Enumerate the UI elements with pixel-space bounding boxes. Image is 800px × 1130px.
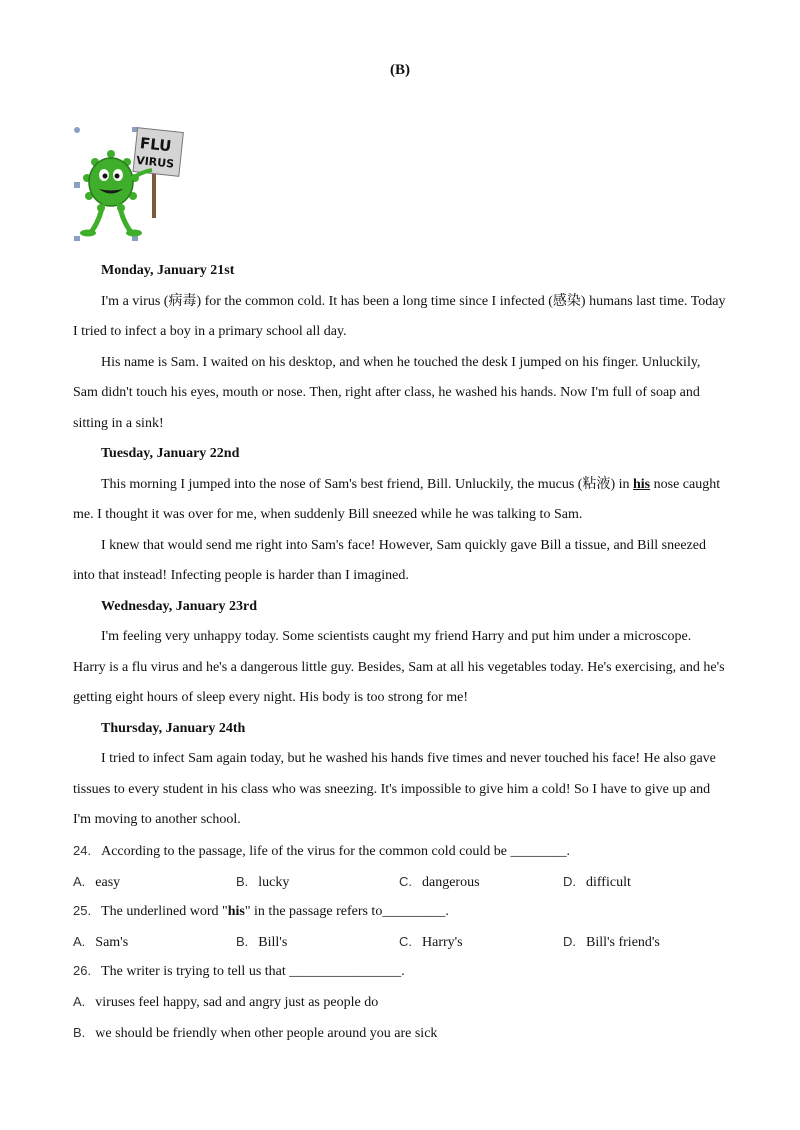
selection-handle: [132, 236, 138, 241]
selection-handle: [74, 127, 80, 133]
option-letter: B.: [236, 873, 249, 889]
options-row: [73, 867, 727, 896]
question-26: [73, 956, 727, 987]
option-b[interactable]: [73, 1018, 727, 1049]
option-text: Bill's friend's: [586, 934, 660, 950]
option-letter: B.: [73, 1024, 86, 1040]
text-segment: This morning I jumped into the nose of Sam's best friend, Bill. Unluckily, the mucus (粘液) in: [101, 476, 633, 492]
option-c[interactable]: [399, 927, 463, 957]
diary-date: Thursday, January 24th: [101, 720, 246, 736]
option-letter: A.: [73, 873, 86, 889]
diary-date: Monday, January 21st: [101, 263, 235, 278]
question-text: " in the passage refers to_________.: [244, 903, 449, 919]
question-bold-word: his: [227, 903, 245, 919]
option-text: Sam's: [95, 934, 129, 950]
question-text: The writer is trying to tell us that ________________.: [101, 963, 405, 979]
option-b[interactable]: [236, 867, 289, 897]
selection-handle: [74, 182, 80, 188]
question-text: The underlined word ": [101, 903, 228, 919]
diary-paragraph: I'm feeling very unhappy today. Some scientists caught my friend Harry and put him under a microscope. Harry is a flu virus and he's a dangerous little guy. Besides, Sam at all his vegetables today. He's exercising, and he's getting eight hours of sleep every night. His body is too strong for me!: [73, 629, 725, 705]
option-a[interactable]: [73, 927, 128, 957]
option-c[interactable]: [399, 867, 480, 897]
sign-text-flu: FLU: [139, 134, 173, 156]
question-number: 25.: [73, 902, 92, 918]
diary-date: Wednesday, January 23rd: [101, 598, 257, 614]
selection-handle: [74, 236, 80, 241]
flu-virus-sign: [133, 128, 183, 177]
option-letter: C.: [399, 933, 412, 949]
diary-paragraph: I tried to infect Sam again today, but he washed his hands five times and never touched his face! He also gave tissues to every student in his class who was sneezing. It's impossible to give him a cold! So I have to give up and I'm moving to another school.: [73, 751, 716, 827]
option-text: we should be friendly when other people around you are sick: [95, 1025, 438, 1041]
option-text: lucky: [258, 874, 290, 890]
option-b[interactable]: [236, 927, 287, 957]
option-letter: D.: [563, 873, 576, 889]
option-text: easy: [95, 874, 121, 890]
question-text: According to the passage, life of the virus for the common cold could be ________.: [101, 843, 570, 859]
question-number: 24.: [73, 842, 92, 858]
page-title: (B): [390, 62, 410, 78]
diary-paragraph: I'm a virus (病毒) for the common cold. It has been a long time since I infected (感染) humans last time. Today I tried to infect a boy in a primary school all day.: [73, 293, 726, 339]
option-text: Bill's: [258, 934, 288, 950]
text-segment: nose caught me. I thought it was over for me, when suddenly Bill sneezed while he was talking to Sam.: [73, 476, 721, 522]
option-text: viruses feel happy, sad and angry just as people do: [95, 994, 379, 1010]
question-number: 26.: [73, 962, 92, 978]
option-text: difficult: [586, 874, 631, 890]
diary-paragraph: His name is Sam. I waited on his desktop, and when he touched the desk I jumped on his finger. Unluckily, Sam didn't touch his eyes, mouth or nose. Then, right after class, he washed his hands. Now I'm full of soap and sitting in a sink!: [73, 354, 701, 431]
options-row: [73, 927, 727, 956]
option-a[interactable]: [73, 867, 120, 897]
option-letter: A.: [73, 933, 86, 949]
reading-passage: [73, 256, 727, 1049]
option-letter: A.: [73, 993, 86, 1009]
option-letter: D.: [563, 933, 576, 949]
diary-paragraph: I knew that would send me right into Sam's face! However, Sam quickly gave Bill a tissue, and Bill sneezed into that instead! Infecting people is harder than I imagined.: [73, 537, 706, 583]
option-text: dangerous: [422, 874, 480, 890]
flu-virus-illustration: [73, 126, 185, 242]
sign-text-virus: VIRUS: [135, 153, 175, 171]
diary-paragraph: [73, 470, 727, 531]
question-25: [73, 896, 727, 927]
option-text: Harry's: [422, 934, 463, 950]
underlined-word: his: [633, 476, 651, 492]
diary-date: Tuesday, January 22nd: [101, 446, 240, 461]
option-letter: C.: [399, 873, 412, 889]
option-letter: B.: [236, 933, 249, 949]
option-d[interactable]: [563, 867, 631, 897]
option-a[interactable]: [73, 987, 727, 1018]
option-d[interactable]: [563, 927, 660, 957]
question-24: [73, 836, 727, 867]
